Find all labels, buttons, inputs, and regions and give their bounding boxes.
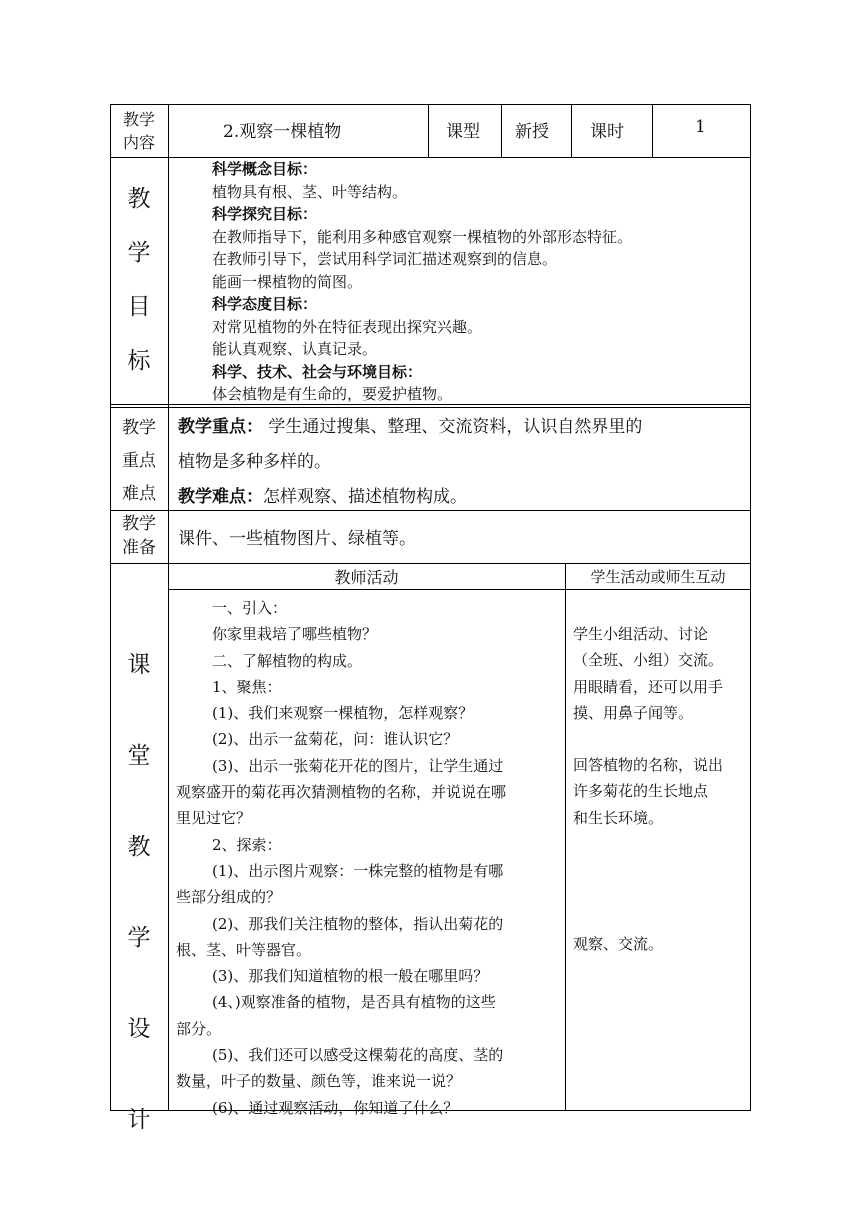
side-char: 教 (127, 186, 151, 212)
teacher-line: (5)、我们还可以感受这棵菊花的高度、茎的 (212, 1046, 504, 1065)
side-char: 目 (127, 294, 151, 320)
objective-heading: 科学探究目标： (212, 205, 318, 223)
objective-heading: 科学态度目标： (212, 295, 318, 313)
student-line: （全班、小组）交流。 (573, 651, 724, 670)
teacher-line: 一、引入： (212, 599, 288, 617)
teacher-line: (6)、通过观察活动，你知道了什么？ (212, 1098, 459, 1117)
lesson-title: 2.观察一棵植物 (223, 122, 342, 142)
preparation-text: 课件、一些植物图片、绿植等。 (178, 529, 416, 549)
side-char: 重点 (122, 451, 156, 471)
preparation-side-label (110, 512, 168, 560)
objective-line: 对常见植物的外在特征表现出探究兴趣。 (212, 317, 483, 336)
side-char: 教 (127, 834, 151, 860)
teacher-line: (3)、那我们知道植物的根一般在哪里吗？ (212, 967, 489, 986)
objective-heading: 科学概念目标： (212, 160, 318, 178)
teacher-line: 观察盛开的菊花再次猜测植物的名称，并说说在哪 (176, 783, 507, 802)
student-activity-group-1 (573, 621, 723, 726)
teacher-line: (1)、我们来观察一棵植物，怎样观察？ (212, 704, 474, 723)
teacher-column-header: 教师活动 (334, 568, 399, 587)
lesson-type-value: 新授 (515, 122, 549, 142)
side-char: 学 (127, 240, 151, 266)
lesson-type-label: 课型 (446, 122, 480, 142)
objective-line: 能认真观察、认真记录。 (212, 340, 378, 358)
teacher-line: 二、了解植物的构成。 (212, 651, 363, 670)
objective-heading: 科学、技术、社会与环境目标： (212, 362, 423, 381)
teacher-line: 数量，叶子的数量、颜色等，谁来说一说？ (176, 1072, 462, 1091)
student-line: 用眼睛看，还可以用手 (573, 677, 724, 696)
teacher-line: (4、)观察准备的植物，是否具有植物的这些 (212, 993, 496, 1012)
objective-line: 体会植物是有生命的，要爱护植物。 (212, 385, 453, 403)
objectives-side-label (110, 172, 168, 388)
teacher-line: (2)、出示一盆菊花，问：谁认识它？ (212, 730, 459, 749)
side-char: 学 (127, 925, 151, 951)
content-label-line: 内容 (122, 133, 155, 152)
student-line: 观察、交流。 (573, 935, 664, 953)
side-char: 难点 (122, 484, 156, 504)
difficulty-heading: 教学难点： (178, 487, 263, 507)
focus-side-label (110, 412, 168, 511)
content-label (110, 108, 168, 154)
teacher-line: (3)、出示一张菊花开花的图片，让学生通过 (212, 756, 504, 775)
student-activity-group-3 (573, 931, 663, 957)
teacher-line: 里见过它？ (176, 809, 252, 828)
student-line: 学生小组活动、讨论 (573, 625, 709, 643)
teacher-line: 根、茎、叶等器官。 (176, 940, 312, 959)
side-char: 设 (127, 1016, 151, 1042)
content-label-line: 教学 (122, 110, 155, 129)
side-char: 标 (127, 348, 151, 374)
side-char: 教学 (122, 514, 156, 534)
side-char: 准备 (122, 538, 156, 558)
key-point-heading: 教学重点： (178, 417, 263, 437)
period-label: 课时 (590, 122, 624, 142)
teacher-line: 1、聚焦： (212, 677, 282, 696)
teacher-activity-list (176, 595, 561, 1121)
key-point-text-cont: 植物是多种多样的。 (178, 452, 331, 472)
period-value: 1 (695, 117, 706, 137)
teacher-line: (1)、出示图片观察：一株完整的植物是有哪 (212, 861, 504, 880)
side-char: 教学 (122, 418, 156, 438)
teacher-line: 你家里栽培了哪些植物？ (212, 625, 378, 644)
design-side-label (110, 620, 168, 1166)
student-line: 摸、用鼻子闻等。 (573, 703, 694, 722)
objective-line: 能画一棵植物的简图。 (212, 272, 363, 291)
teacher-line: (2)、那我们关注植物的整体，指认出菊花的 (212, 914, 504, 933)
side-char: 计 (127, 1107, 151, 1133)
teacher-line: 些部分组成的？ (176, 888, 282, 907)
difficulty-text: 怎样观察、描述植物构成。 (263, 487, 467, 507)
teacher-line: 2、探索： (212, 835, 282, 854)
student-column-header: 学生活动或师生互动 (590, 568, 726, 586)
objective-line: 植物具有根、茎、叶等结构。 (212, 182, 408, 201)
objective-line: 在教师引导下，尝试用科学词汇描述观察到的信息。 (212, 250, 558, 268)
teacher-line: 部分。 (176, 1019, 222, 1038)
objectives-list (212, 158, 632, 406)
objective-line: 在教师指导下，能利用多种感官观察一棵植物的外部形态特征。 (212, 227, 633, 246)
student-line: 回答植物的名称，说出 (573, 756, 724, 774)
key-point-text: 学生通过搜集、整理、交流资料，认识自然界里的 (263, 417, 643, 437)
side-char: 课 (127, 652, 151, 678)
focus-content (178, 410, 642, 515)
student-activity-group-2 (573, 752, 723, 831)
student-line: 和生长环境。 (573, 808, 664, 827)
side-char: 堂 (127, 743, 151, 769)
student-line: 许多菊花的生长地点 (573, 782, 709, 801)
